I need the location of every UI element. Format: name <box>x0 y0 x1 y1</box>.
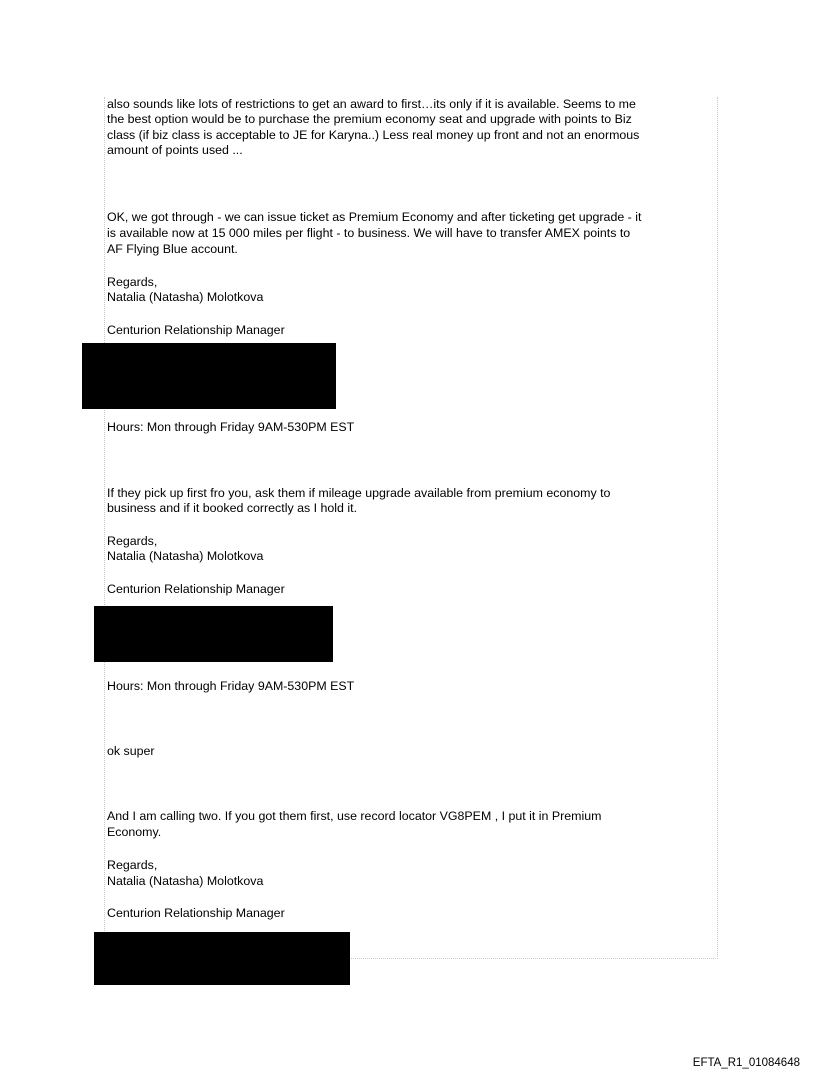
message-1-line-1: also sounds like lots of restrictions to get an award to first…its only if it is available. Seems to me <box>107 97 636 111</box>
redaction-block <box>82 343 336 409</box>
message-5-line-1: And I am calling two. If you got them first, use record locator VG8PEM , I put it in Premium <box>107 809 602 823</box>
message-2-regards: Regards, <box>107 275 158 289</box>
message-5-line-2: Economy. <box>107 825 162 839</box>
message-3-signature-title: Centurion Relationship Manager <box>107 582 285 596</box>
message-2-line-2: is available now at 15 000 miles per flight - to business. We will have to transfer AMEX points to <box>107 226 631 240</box>
message-3-line-1: If they pick up first fro you, ask them if mileage upgrade available from premium economy to <box>107 486 611 500</box>
message-2-signature-title: Centurion Relationship Manager <box>107 323 285 337</box>
message-3-line-2: business and if it booked correctly as I hold it. <box>107 501 358 515</box>
message-1-line-3: class (if biz class is acceptable to JE for Karyna..) Less real money up front and not an enormous <box>107 128 640 142</box>
message-3-signature-name: Natalia (Natasha) Molotkova <box>107 549 264 563</box>
message-5-signature-name: Natalia (Natasha) Molotkova <box>107 874 264 888</box>
document-id-footer: EFTA_R1_01084648 <box>692 1057 800 1069</box>
message-5-regards: Regards, <box>107 858 158 872</box>
message-2-line-1: OK, we got through - we can issue ticket as Premium Economy and after ticketing get upgrade - it <box>107 210 642 224</box>
message-3-hours: Hours: Mon through Friday 9AM-530PM EST <box>107 679 355 693</box>
message-4-text: ok super <box>107 744 155 758</box>
message-2-signature-name: Natalia (Natasha) Molotkova <box>107 290 264 304</box>
redaction-block <box>94 932 350 985</box>
message-1-line-2: the best option would be to purchase the premium economy seat and upgrade with points to Biz <box>107 112 632 126</box>
redaction-block <box>94 606 333 662</box>
message-3-regards: Regards, <box>107 534 158 548</box>
message-1-line-4: amount of points used ... <box>107 143 243 157</box>
message-5-signature-title: Centurion Relationship Manager <box>107 906 285 920</box>
message-2-line-3: AF Flying Blue account. <box>107 242 238 256</box>
message-2-hours: Hours: Mon through Friday 9AM-530PM EST <box>107 420 355 434</box>
